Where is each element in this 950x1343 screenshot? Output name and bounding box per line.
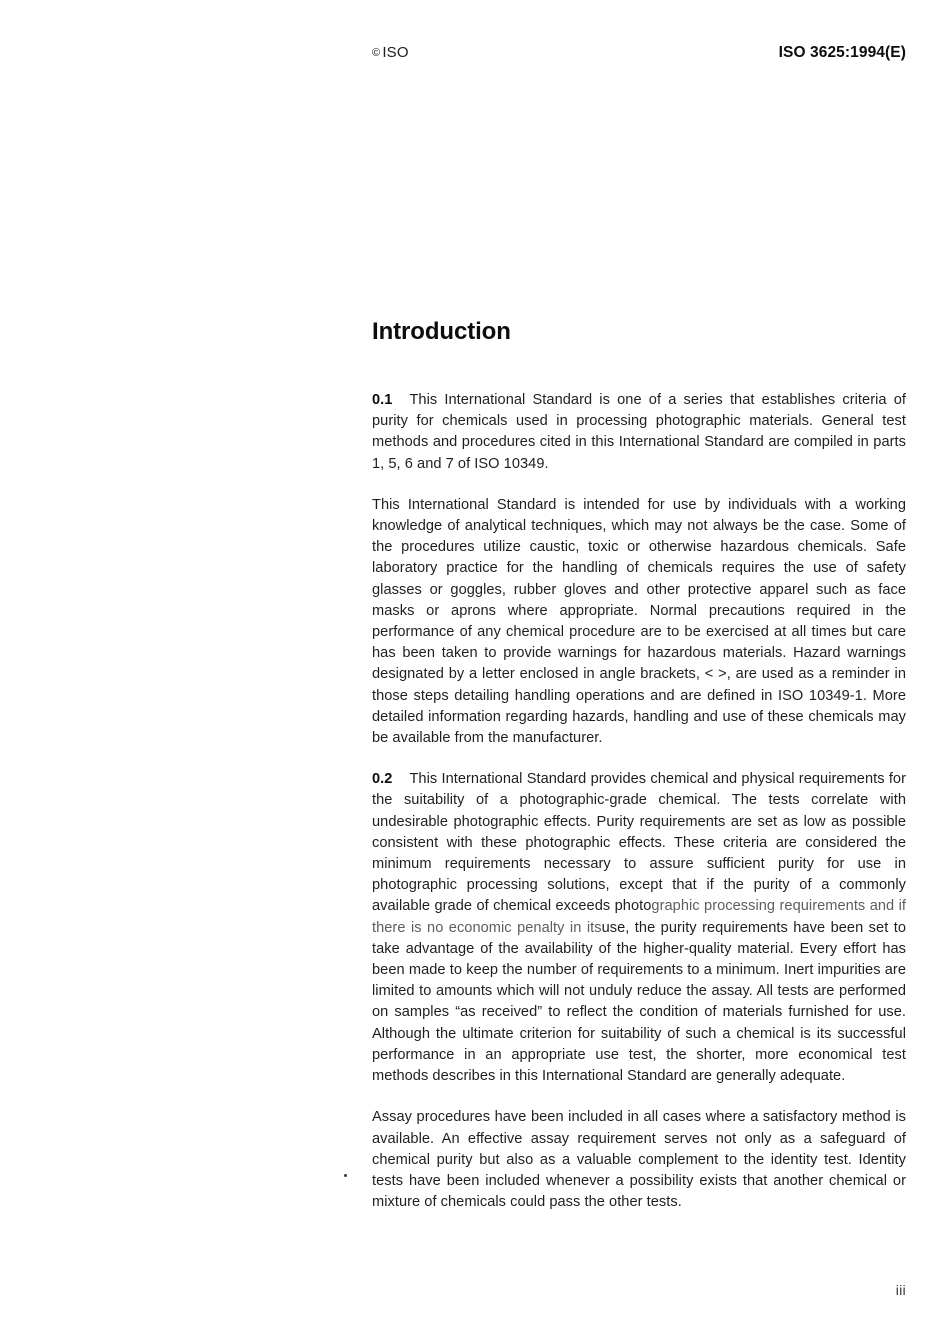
paragraph-clause-0-2 bbox=[372, 769, 906, 1087]
paragraph-text: This International Standard is one of a series that establishes criteria of purity for chemicals used in processing photographic materials. General test methods and procedures cited in this International Standard are compiled in parts 1, 5, 6 and 7 of ISO 10349. bbox=[372, 392, 906, 472]
copyright-owner: ISO bbox=[382, 44, 409, 61]
paragraph-text-faded-line: graphic processing requirements and if there is no economic penalty in its bbox=[372, 898, 906, 936]
paragraph-text-part-1: This International Standard provides chemical and physical requirements for the suitability of a photographic-grade chemical. The tests correlate with undesirable photographic effects. Purity requirements are set as low as possible consistent with these photographic effects. These criteria are considered the minimum requirements necessary to assure sufficient purity for use in photographic processing solutions, except that if the purity of a commonly available grade of chemical exceeds photo bbox=[372, 771, 906, 915]
standard-reference: ISO 3625:1994(E) bbox=[778, 44, 906, 61]
scan-artifact-speck bbox=[344, 1174, 347, 1177]
page-number: iii bbox=[895, 1283, 906, 1298]
paragraph-text: Assay procedures have been included in all cases where a satisfactory method is available. An effective assay requirement serves not only as a safeguard of chemical purity but also as a valuable complement to the identity test. Identity tests have been included whenever a possibility exists that another chemical or mixture of chemicals could pass the other tests. bbox=[372, 1109, 906, 1211]
page-header bbox=[372, 44, 906, 62]
clause-number-0-1: 0.1 bbox=[372, 392, 393, 408]
paragraph-assay bbox=[372, 1107, 906, 1213]
paragraph-text-part-2: use, the purity requirements have been set to take advantage of the availability of the higher-quality material. Every effort has been made to keep the number of requirements to a minimum. Inert impurities are limited to amounts which will not unduly reduce the assay. All tests are performed on samples “as received” to reflect the condition of materials furnished for use. Although the ultimate criterion for suitability of such a chemical is its successful performance in an appropriate use test, the shorter, more economical test methods describes in this International Standard are generally adequate. bbox=[372, 919, 906, 1085]
copyright-notice bbox=[372, 44, 409, 61]
clause-number-0-2: 0.2 bbox=[372, 771, 393, 788]
page-title: Introduction bbox=[372, 318, 511, 345]
copyright-symbol: © bbox=[372, 47, 381, 59]
page-content bbox=[372, 318, 906, 1213]
paragraph-safety-notice bbox=[372, 495, 906, 749]
paragraph-text: This International Standard is intended for use by individuals with a working knowledge of analytical techniques, which may not always be the case. Some of the procedures utilize caustic, toxic or otherwise hazardous chemicals. Safe laboratory practice for the handling of chemicals requires the use of safety glasses or goggles, rubber gloves and other protective apparel such as face masks or aprons where appropriate. Normal precautions required in the performance of any chemical procedure are to be exercised at all times but care has been taken to provide warnings for hazardous materials. Hazard warnings designated by a letter enclosed in angle brackets, < >, are used as a reminder in those steps detailing handling operations and are defined in ISO 10349-1. More detailed information regarding hazards, handling and use of these chemicals may be available from the manufacturer. bbox=[372, 496, 906, 747]
paragraph-clause-0-1 bbox=[372, 390, 906, 475]
